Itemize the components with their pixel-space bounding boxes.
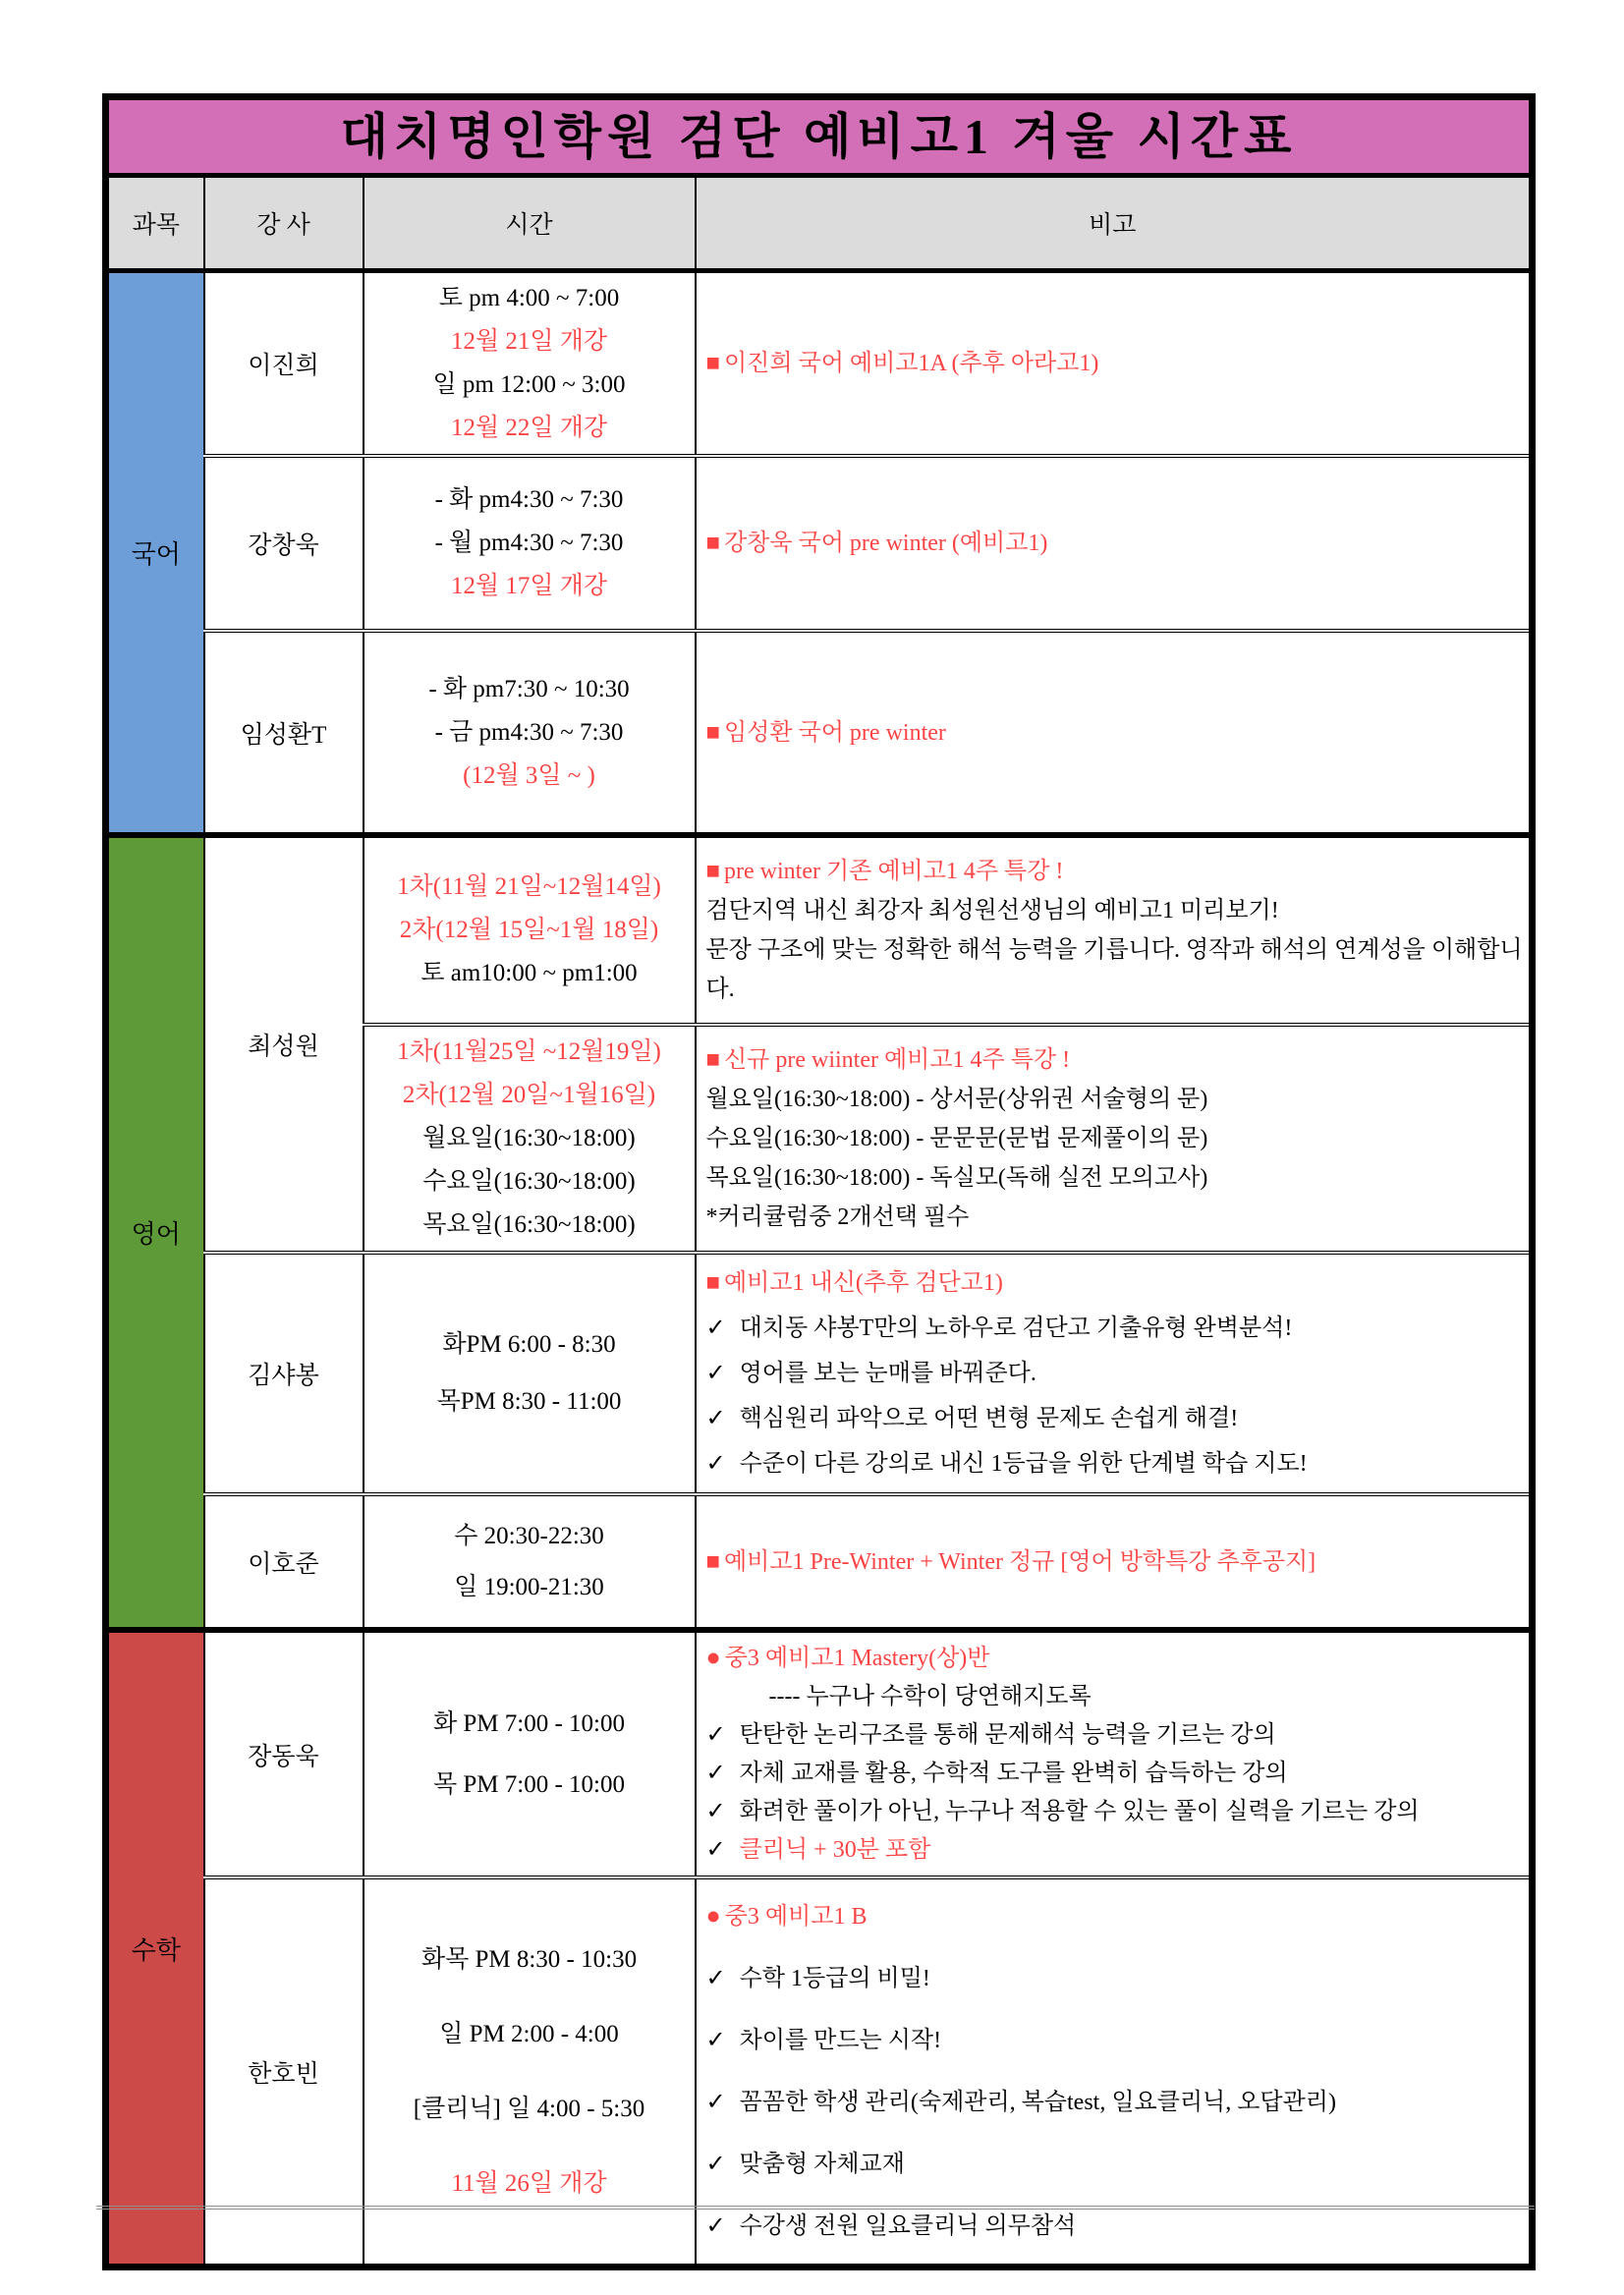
note-line: 문장 구조에 맞는 정확한 해석 능력을 기릅니다. 영작과 해석의 연계성을 이해합니다. (705, 937, 1523, 1002)
time-line: 1차(11월 21일~12월14일) (397, 873, 661, 900)
note-line: ✓ 차이를 만드는 시작! (706, 2010, 1524, 2072)
column-header-instructor: 강 사 (204, 176, 364, 271)
time-line: 목요일(16:30~18:00) (422, 1211, 636, 1238)
time-line: 화PM 6:00 - 8:30 (442, 1331, 616, 1358)
note-cell (696, 1494, 1533, 1630)
time-line: 목PM 8:30 - 11:00 (436, 1388, 622, 1415)
time-line: 토 am10:00 ~ pm1:00 (420, 960, 638, 986)
time-line: 11월 26일 개강 (451, 2169, 607, 2197)
time-cell (364, 271, 696, 457)
square-bullet-icon: ■ (705, 719, 720, 746)
note-cell (696, 631, 1533, 835)
time-line: 12월 21일 개강 (450, 328, 608, 355)
subject-math (106, 1630, 204, 2267)
note-line: ✓ 화려한 풀이가 아닌, 누구나 적용할 수 있는 풀이 실력을 기르는 강의 (706, 1793, 1524, 1831)
check-icon: ✓ (705, 1451, 726, 1477)
time-cell (364, 835, 696, 1025)
note-line: ✓ 수강생 전원 일요클리닉 의무참석 (706, 2196, 1524, 2258)
time-cell (364, 1253, 696, 1494)
table-row (106, 1494, 1533, 1630)
instructor-name: 한호빈 (248, 2060, 319, 2088)
note-line: ✓ 클리닉 + 30분 포함 (706, 1831, 1524, 1870)
title-row (106, 97, 1533, 176)
note-line: *커리큘럼중 2개선택 필수 (705, 1204, 970, 1230)
page-title: 대치명인학원 검단 예비고1 겨울 시간표 (106, 97, 1533, 176)
circle-bullet-icon: ● (705, 1903, 721, 1930)
table-row (106, 631, 1533, 835)
circle-bullet-icon: ● (705, 1645, 721, 1671)
time-line: 토 pm 4:00 ~ 7:00 (438, 285, 620, 311)
square-bullet-icon: ■ (705, 1270, 720, 1296)
time-line: 12월 17일 개강 (450, 573, 608, 599)
note-line: ■ 예비고1 내신(추후 검단고1) (706, 1260, 1524, 1306)
square-bullet-icon: ■ (705, 351, 720, 376)
note-line: ✓ 수준이 다른 강의로 내신 1등급을 위한 단계별 학습 지도! (706, 1441, 1524, 1486)
square-bullet-icon: ■ (705, 1548, 720, 1575)
table-row (106, 1630, 1533, 1877)
square-bullet-icon: ■ (705, 859, 720, 884)
note-cell (696, 1253, 1533, 1494)
note-line: ■ 예비고1 Pre-Winter + Winter 정규 [영어 방학특강 추후공지] (706, 1542, 1524, 1582)
instructor-name: 이호준 (248, 1550, 319, 1578)
check-icon: ✓ (705, 2090, 726, 2115)
note-line: ✓ 핵심원리 파악으로 어떤 변형 문제도 손쉽게 해결! (706, 1396, 1524, 1441)
instructor-cell (204, 271, 364, 457)
instructor-name: 김샤봉 (248, 1363, 319, 1389)
note-line: ✓ 수학 1등급의 비밀! (706, 1948, 1524, 2010)
check-icon: ✓ (705, 1837, 726, 1863)
note-line: ● 중3 예비고1 Mastery(상)반 (706, 1639, 1524, 1678)
check-icon: ✓ (705, 1966, 726, 1991)
instructor-name: 강창욱 (248, 532, 319, 559)
instructor-name: 최성원 (248, 1034, 319, 1060)
note-line: ✓ 꼼꼼한 학생 관리(숙제관리, 복습test, 일요클리닉, 오답관리) (706, 2072, 1524, 2134)
time-cell (364, 456, 696, 631)
instructor-name: 임성환T (240, 721, 327, 749)
note-line: ---- 누구나 수학이 당연해지도록 (768, 1684, 1092, 1709)
time-line: 일 19:00-21:30 (454, 1573, 604, 1600)
time-line: 1차(11월25일 ~12월19일) (397, 1038, 661, 1065)
note-cell (696, 456, 1533, 631)
note-line: ■ 신규 pre wiinter 예비고1 4주 특강 ! (706, 1040, 1524, 1080)
note-cell (696, 1025, 1533, 1253)
time-line: 2차(12월 15일~1월 18일) (399, 917, 659, 943)
instructor-cell (204, 835, 364, 1253)
time-line: 12월 22일 개강 (450, 415, 608, 441)
time-line: 월요일(16:30~18:00) (422, 1125, 636, 1151)
instructor-cell (204, 1494, 364, 1630)
note-line: ✓ 자체 교재를 활용, 수학적 도구를 완벽히 습득하는 강의 (706, 1755, 1524, 1793)
check-icon: ✓ (705, 2213, 726, 2239)
note-cell (696, 835, 1533, 1025)
instructor-cell (204, 1253, 364, 1494)
header-row (106, 176, 1533, 271)
subject-label: 국어 (131, 540, 181, 569)
note-line: ✓ 탄탄한 논리구조를 통해 문제해석 능력을 기르는 강의 (706, 1716, 1524, 1755)
note-line: ✓ 영어를 보는 눈매를 바꿔준다. (706, 1351, 1524, 1396)
column-header-time: 시간 (364, 176, 696, 271)
time-cell (364, 1494, 696, 1630)
time-line: 2차(12월 20일~1월16일) (402, 1082, 656, 1108)
note-cell (696, 271, 1533, 457)
table-row (106, 456, 1533, 631)
table-row (106, 835, 1533, 1025)
instructor-name: 장동욱 (248, 1743, 319, 1770)
subject-korean (106, 271, 204, 836)
note-line: 검단지역 내신 최강자 최성원선생님의 예비고1 미리보기! (705, 898, 1279, 924)
time-line: (12월 3일 ~ ) (463, 761, 595, 789)
check-icon: ✓ (705, 2152, 726, 2177)
column-header-subject: 과목 (106, 176, 204, 271)
time-line: 화목 PM 8:30 - 10:30 (420, 1945, 638, 1973)
time-line: - 월 pm4:30 ~ 7:30 (434, 530, 624, 556)
time-cell (364, 631, 696, 835)
time-line: 목 PM 7:00 - 10:00 (433, 1770, 625, 1798)
subject-label: 영어 (131, 1220, 181, 1249)
note-line: 수요일(16:30~18:00) - 문문문(문법 문제풀이의 문) (705, 1126, 1208, 1151)
table-row (106, 1253, 1533, 1494)
check-icon: ✓ (705, 1799, 726, 1824)
time-line: 수요일(16:30~18:00) (422, 1168, 636, 1195)
subject-english (106, 835, 204, 1630)
check-icon: ✓ (705, 2028, 726, 2053)
time-line: 수 20:30-22:30 (454, 1522, 604, 1549)
note-line: ■ pre winter 기존 예비고1 4주 특강 ! (706, 852, 1524, 891)
note-line: ■ 강창욱 국어 pre winter (예비고1) (706, 524, 1524, 563)
check-icon: ✓ (705, 1722, 726, 1748)
instructor-cell (204, 1630, 364, 1877)
time-line: [클리닉] 일 4:00 - 5:30 (413, 2095, 645, 2122)
instructor-cell (204, 456, 364, 631)
check-icon: ✓ (705, 1315, 726, 1341)
time-line: 일 pm 12:00 ~ 3:00 (432, 371, 626, 398)
time-line: - 화 pm4:30 ~ 7:30 (434, 486, 624, 513)
time-line: - 금 pm4:30 ~ 7:30 (434, 718, 624, 746)
check-icon: ✓ (705, 1406, 726, 1431)
instructor-name: 이진희 (248, 353, 319, 379)
instructor-cell (204, 631, 364, 835)
note-line: ■ 임성환 국어 pre winter (706, 713, 1524, 753)
note-line: ● 중3 예비고1 B (706, 1885, 1524, 1948)
square-bullet-icon: ■ (705, 531, 720, 556)
note-cell (696, 1630, 1533, 1877)
table-row (106, 271, 1533, 457)
note-line: ✓ 대치동 샤봉T만의 노하우로 검단고 기출유형 완벽분석! (706, 1306, 1524, 1351)
column-header-note: 비고 (696, 176, 1533, 271)
note-line: 목요일(16:30~18:00) - 독실모(독해 실전 모의고사) (705, 1165, 1208, 1191)
check-icon: ✓ (705, 1361, 726, 1386)
timetable (102, 93, 1536, 2270)
time-line: - 화 pm7:30 ~ 10:30 (428, 675, 630, 702)
check-icon: ✓ (705, 1761, 726, 1786)
subject-label: 수학 (131, 1935, 181, 1965)
note-line: ■ 이진희 국어 예비고1A (추후 아라고1) (706, 344, 1524, 383)
note-line: ✓ 맞춤형 자체교재 (706, 2134, 1524, 2196)
time-line: 일 PM 2:00 - 4:00 (439, 2020, 619, 2047)
time-cell (364, 1025, 696, 1253)
page-break-line (96, 2206, 1535, 2210)
square-bullet-icon: ■ (705, 1047, 720, 1073)
time-cell (364, 1630, 696, 1877)
note-line: 월요일(16:30~18:00) - 상서문(상위권 서술형의 문) (705, 1087, 1208, 1112)
time-line: 화 PM 7:00 - 10:00 (433, 1709, 625, 1737)
